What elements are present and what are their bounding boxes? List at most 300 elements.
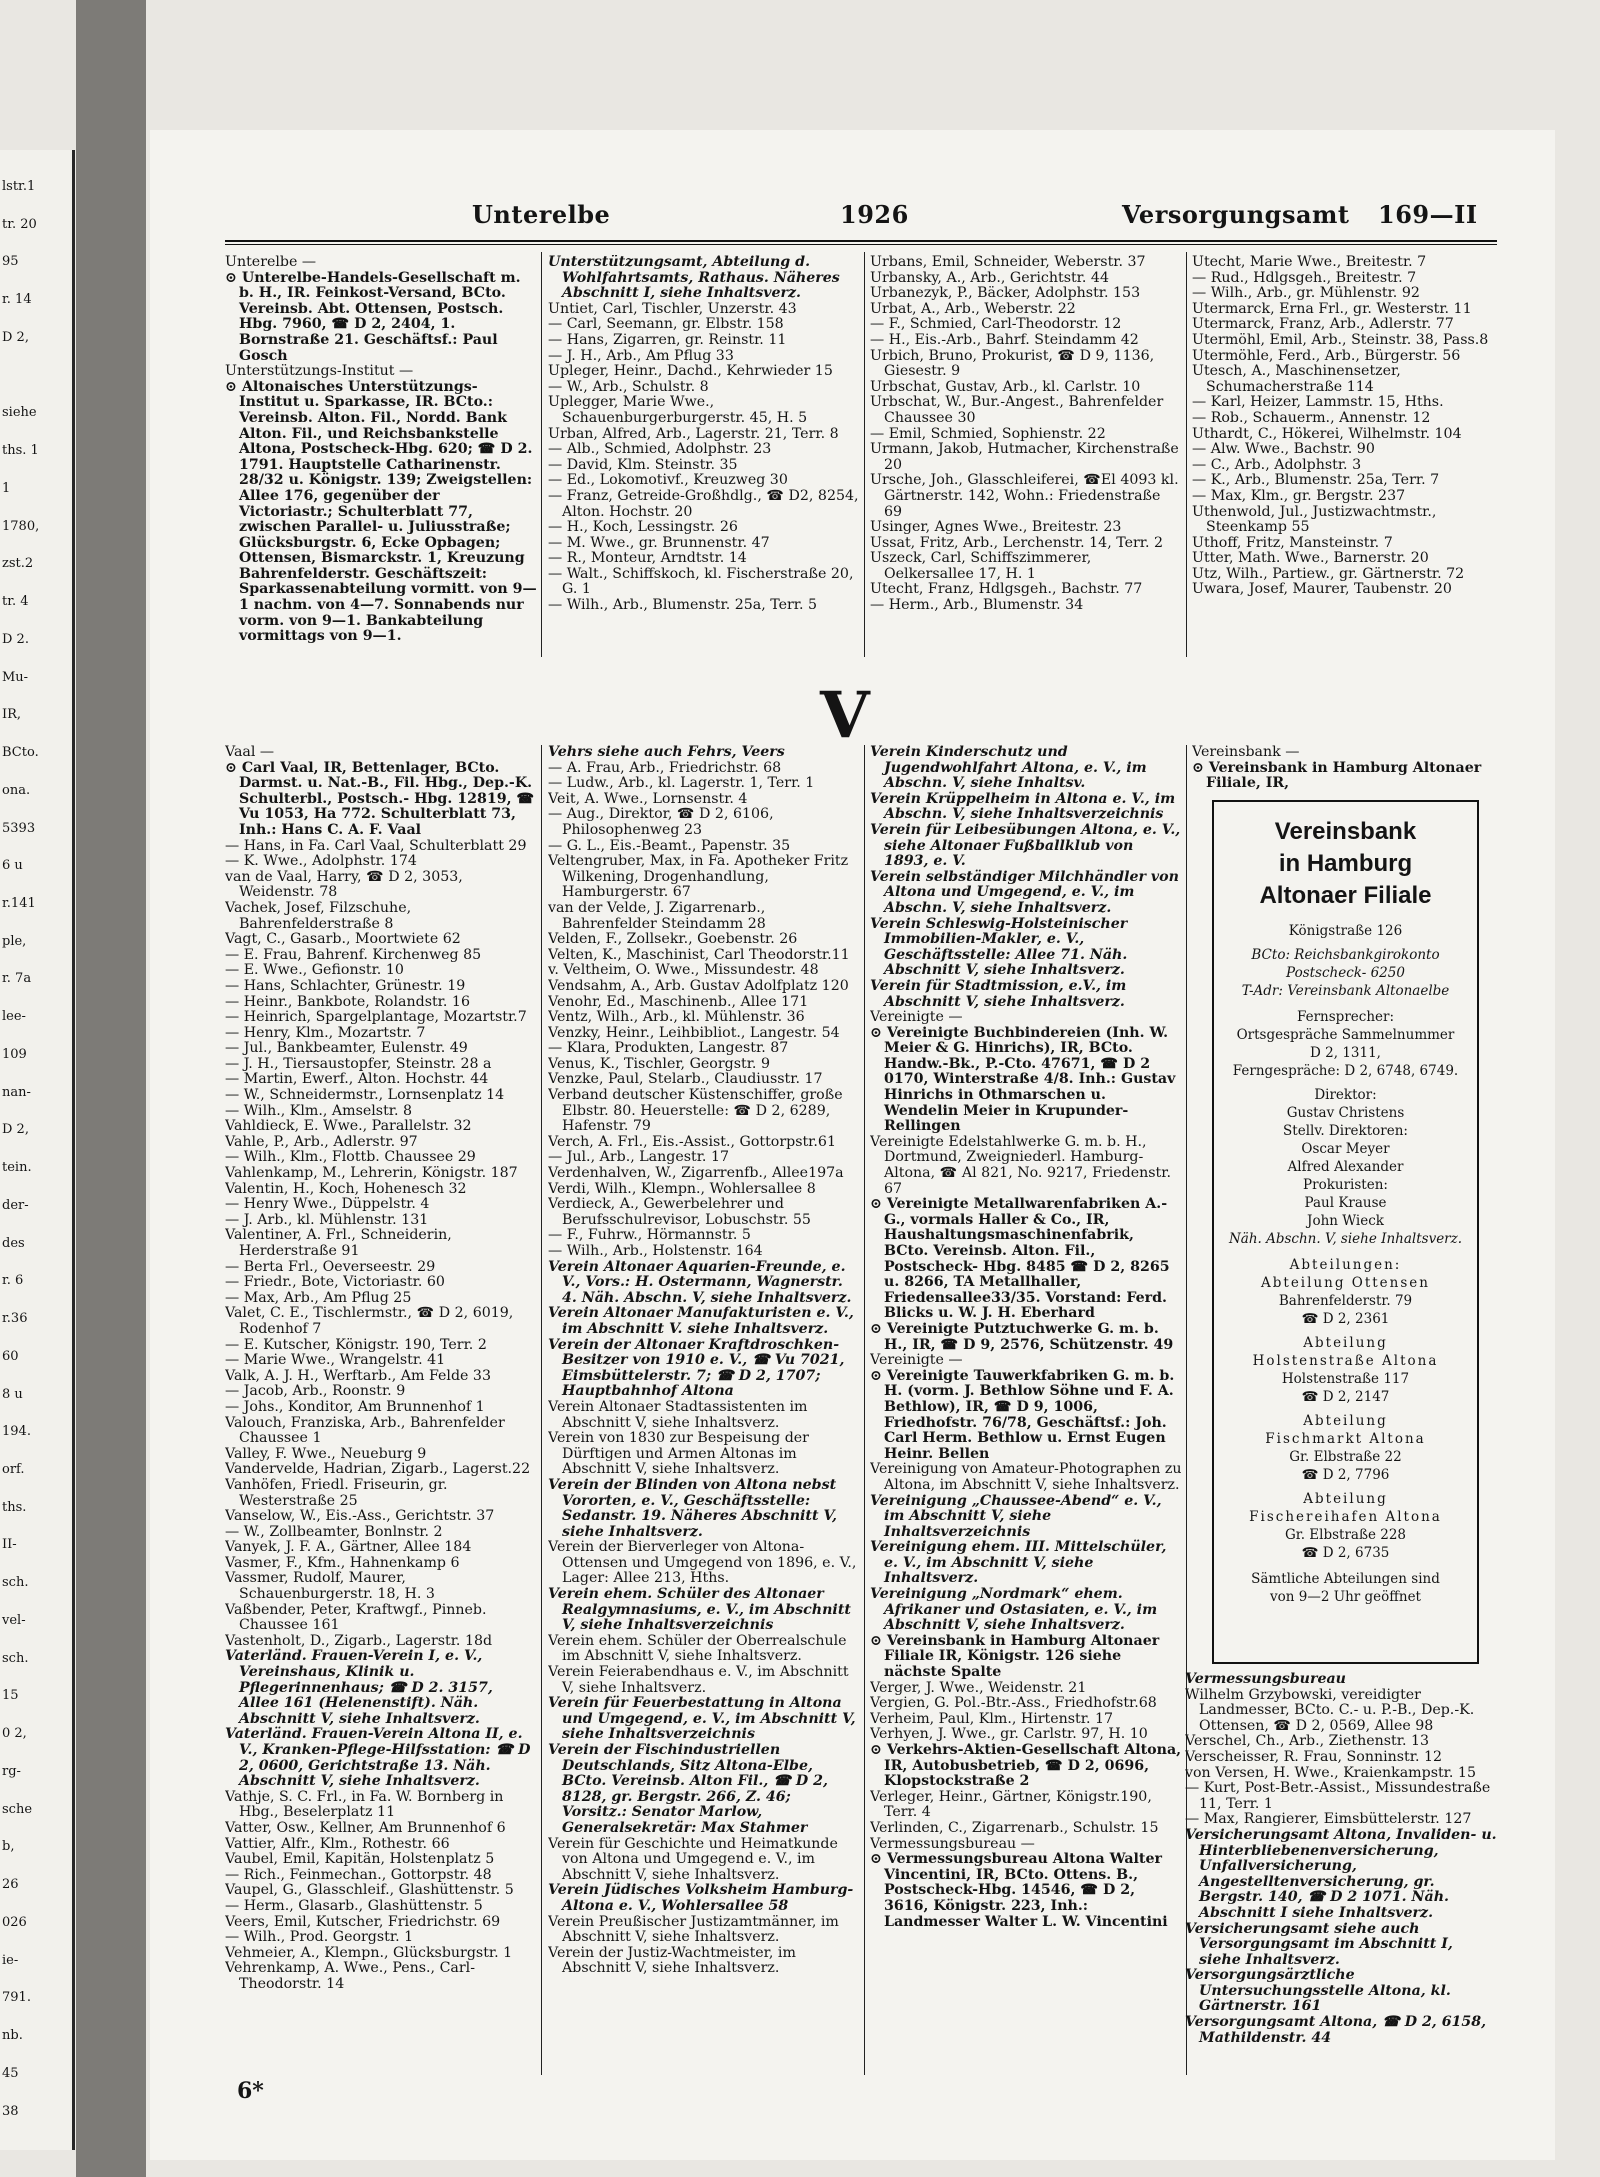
directory-entry: ⊙ Vereinigte Tauwerkfabriken G. m. b. H. (vorm. J. Bethlow Söhne und F. A. Bethlow), IR, ☎ D 9, 1006, Friedhofstr. 76/78, Geschäftsf.: Joh. Carl Herm. Bethlow u. Ernst Eugen Heinr. Bellen [870,1367,1175,1462]
directory-entry: ⊙ Vereinsbank in Hamburg Altonaer Filiale IR, Königstr. 126 siehe nächste Spalte [870,1632,1160,1681]
ad-branch-name: Abteilung [1303,1491,1388,1507]
directory-entry: — Henry, Klm., Mozartstr. 7 [225,1024,426,1041]
directory-entry: Untiet, Carl, Tischler, Unzerstr. 43 [548,300,797,317]
directory-entry: Unterstützungsamt, Abteilung d. Wohlfahrtsamts, Rathaus. Näheres Abschnitt I, siehe Inhaltsverz. [548,255,840,302]
directory-entry: — Wilh., Arb., Blumenstr. 25a, Terr. 5 [548,597,818,614]
ad-branch-phone: ☎ D 2, 7796 [1301,1467,1390,1483]
directory-entry: Vahldieck, E. Wwe., Parallelstr. 32 [225,1118,472,1135]
directory-entry: — Wilh., Prod. Georgstr. 1 [225,1929,414,1946]
bottom-column-2 [548,745,860,2075]
directory-entry: Vatter, Osw., Kellner, Am Brunnenhof 6 [225,1819,506,1836]
directory-entry: — Rob., Schauerm., Annenstr. 12 [1192,409,1431,426]
directory-entry: — Wilh., Arb., gr. Mühlenstr. 92 [1192,285,1420,302]
directory-entry: Verscheisser, R. Frau, Sonninstr. 12 [1185,1748,1443,1765]
directory-entry: Ursche, Joh., Glasschleiferei, ☎El 4093 kl. Gärtnerstr. 142, Wohn.: Friedenstraße 69 [870,472,1179,520]
directory-entry: Urbschat, W., Bur.-Angest., Bahrenfelder Chaussee 30 [870,394,1164,426]
prev-page-fragment: ie- [2,1953,19,1968]
bottom-column-4-rest [1185,1672,1497,2082]
ad-postscheck-label: Postscheck- [1286,965,1367,981]
directory-entry: Verhyen, J. Wwe., gr. Carlstr. 97, H. 10 [870,1726,1148,1743]
directory-entry: Verein für Stadtmission, e.V., im Abschnitt V, siehe Inhaltsverz. [870,977,1127,1010]
prev-page-fragment: r. 6 [2,1273,24,1288]
column-divider [541,745,542,2075]
directory-entry: Vachek, Josef, Filzschuhe, Bahrenfelderstraße 8 [225,899,412,932]
directory-entry: Verein der Fischindustriellen Deutschlands, Sitz Altona-Elbe, BCto. Vereinsb. Alton Fil., ☎ D 2, 8128, gr. Bergstr. 266, Z. 46; Vorsitz.: Senator Marlow, Generalsekretär: Max Stahmer [548,1742,828,1836]
prev-page-fragment: BCto. [2,745,39,760]
directory-entry: — A. Frau, Arb., Friedrichstr. 68 [548,759,782,776]
prev-page-fragment: 5393 [2,821,36,836]
directory-entry: — Wilh., Klm., Amselstr. 8 [225,1102,413,1119]
directory-entry: — W., Arb., Schulstr. 8 [548,378,709,395]
prev-page-fragment: II- [2,1537,17,1552]
directory-entry: — Ed., Lokomotivf., Kreuzweg 30 [548,472,788,489]
ad-deputy-2: Alfred Alexander [1287,1159,1404,1175]
bottom-column-4-top [1192,745,1497,800]
header-page-number: 169—II [1378,200,1478,229]
directory-entry: Vereinigte — [870,1009,963,1026]
directory-entry: Valentiner, A. Frl., Schneiderin, Herderstraße 91 [225,1227,452,1259]
directory-entry: Verschel, Ch., Arb., Ziethenstr. 13 [1185,1733,1430,1750]
directory-entry: Vaßbender, Peter, Kraftwgf., Pinneb. Chaussee 161 [225,1601,487,1634]
directory-entry: Venzky, Heinr., Leihbibliot., Langestr. 54 [548,1024,840,1041]
ad-long-distance: Ferngespräche: D 2, 6748, 6749. [1232,1063,1459,1079]
directory-entry: — Franz, Getreide-Großhdlg., ☎ D2, 8254, Alton. Hochstr. 20 [548,487,859,520]
directory-entry: — Herm., Glasarb., Glashüttenstr. 5 [225,1897,483,1914]
directory-entry: Valentin, H., Koch, Hohenesch 32 [225,1180,467,1197]
prev-page-fragment: ths. 1 [2,443,39,458]
directory-entry: Vehrenkamp, A. Wwe., Pens., Carl-Theodorstr. 14 [225,1960,475,1992]
prev-page-fragment: ple, [2,934,27,949]
directory-entry: — E. Kutscher, Königstr. 190, Terr. 2 [225,1336,487,1353]
directory-entry: Venzke, Paul, Stelarb., Claudiusstr. 17 [548,1071,823,1088]
directory-entry: — Jul., Arb., Langestr. 17 [548,1149,730,1166]
directory-entry: Utermarck, Franz, Arb., Adlerstr. 77 [1192,316,1454,333]
directory-entry: Vandervelde, Hadrian, Zigarb., Lagerst.22 [225,1461,531,1478]
prev-page-fragment: orf. [2,1462,25,1477]
ad-branch-name: Abteilung [1303,1413,1388,1429]
prev-page-fragment: D 2, [2,1122,29,1137]
directory-entry: Valouch, Franziska, Arb., Bahrenfelder Chaussee 1 [225,1414,505,1447]
directory-entry: — Hans, in Fa. Carl Vaal, Schulterblatt 29 [225,837,527,854]
ad-bank-name-3: Altonaer Filiale [1259,882,1432,909]
directory-entry: Verein Altonaer Stadtassistenten im Abschnitt V, siehe Inhaltsverz. [548,1398,808,1431]
prev-page-fragment: nb. [2,2028,23,2043]
directory-entry: — Johs., Konditor, Am Brunnenhof 1 [225,1398,485,1415]
directory-entry: Unterstützungs-Institut — [225,363,414,380]
prev-page-fragment: IR, [2,707,22,722]
directory-entry: — Max, Rangierer, Eimsbüttelerstr. 127 [1185,1811,1472,1828]
directory-entry: — F., Fuhrw., Hörmannstr. 5 [548,1227,751,1244]
directory-entry: Utecht, Marie Wwe., Breitestr. 7 [1192,255,1427,270]
directory-entry: Venohr, Ed., Maschinenb., Allee 171 [548,993,809,1010]
directory-entry: Vanhöfen, Friedl. Friseurin, gr. Westerstraße 25 [225,1476,448,1509]
prev-page-fragment: 26 [2,1877,19,1892]
directory-entry: — Hans, Schlachter, Grünestr. 19 [225,977,466,994]
prev-page-fragment: tr. 20 [2,217,37,232]
directory-entry: Uthoff, Fritz, Mansteinstr. 7 [1192,534,1393,551]
directory-entry: van de Vaal, Harry, ☎ D 2, 3053, Weidenstr. 78 [225,868,463,901]
directory-entry: Utter, Math. Wwe., Barnerstr. 20 [1192,550,1429,567]
directory-entry: Versorgungsärztliche Untersuchungsstelle Altona, kl. Gärtnerstr. 161 [1185,1967,1451,2015]
directory-entry: Verein der Blinden von Altona nebst Vororten, e. V., Geschäftsstelle: Sedanstr. 19. Näheres Abschnitt V, siehe Inhaltsverz. [548,1476,837,1540]
ad-address: Königstraße 126 [1288,923,1403,939]
ad-branch-name: Abteilung Ottensen [1261,1275,1430,1291]
directory-entry: — C., Arb., Adolphstr. 3 [1192,456,1362,473]
directory-entry: Uwara, Josef, Maurer, Taubenstr. 20 [1192,581,1452,598]
prev-page-fragment: 60 [2,1349,19,1364]
prev-page-fragment: 8 u [2,1387,23,1402]
directory-entry: Uthardt, C., Hökerei, Wilhelmstr. 104 [1192,425,1462,442]
ad-branch-street: Holstenstraße 117 [1281,1371,1410,1387]
directory-entry: Verger, J. Wwe., Weidenstr. 21 [870,1679,1087,1696]
directory-entry: — W., Zollbeamter, Bonlnstr. 2 [225,1523,443,1540]
directory-entry: Vanselow, W., Eis.-Ass., Gerichtstr. 37 [225,1508,495,1525]
directory-entry: Verch, A. Frl., Eis.-Assist., Gottorpstr.61 [548,1133,836,1150]
directory-entry: Urbat, A., Arb., Weberstr. 22 [870,300,1076,317]
directory-entry: Verband deutscher Küstenschiffer, große Elbstr. 80. Heuerstelle: ☎ D 2, 6289, Hafenstr. 79 [548,1087,843,1135]
ad-branch-street: Gr. Elbstraße 228 [1284,1527,1407,1543]
ad-prokurist-2: John Wieck [1307,1213,1384,1229]
directory-entry: Utermöhle, Ferd., Arb., Bürgerstr. 56 [1192,347,1461,364]
directory-entry: — Herm., Arb., Blumenstr. 34 [870,597,1084,614]
directory-entry: — Aug., Direktor, ☎ D 2, 6106, Philosophenweg 23 [548,806,774,838]
directory-entry: Verein Kinderschutz und Jugendwohlfahrt Altona, e. V., im Abschn. V, siehe Inhaltsv. [870,745,1147,792]
prev-page-fragment: 109 [2,1047,27,1062]
directory-entry: Verein Krüppelheim in Altona e. V., im Abschn. V, siehe Inhaltsverzeichnis [870,790,1176,823]
ad-note: Näh. Abschn. V, siehe Inhaltsverz. [1228,1231,1463,1247]
directory-entry: Unterelbe — [225,255,317,270]
prev-page-fragment: 1780, [2,519,40,534]
prev-page-fragment: 194. [2,1424,31,1439]
directory-entry: Urbanezyk, P., Bäcker, Adolphstr. 153 [870,285,1141,302]
directory-entry: Vaterländ. Frauen-Verein I, e. V., Vereinshaus, Klinik u. Pflegerinnenhaus; ☎ D 2. 3157, Allee 161 (Helenenstift). Näh. Abschnitt V, siehe Inhaltsverz. [225,1648,493,1727]
ad-bank-name-1: Vereinsbank [1274,818,1417,845]
directory-entry: Verein Jüdisches Volksheim Hamburg-Altona e. V., Wohlersallee 58 [548,1882,854,1914]
vereinsbank-advertisement [1212,800,1479,1664]
directory-entry: Vattier, Alfr., Klm., Rothestr. 66 [225,1835,450,1852]
ad-branch-phone: ☎ D 2, 2361 [1301,1311,1390,1327]
directory-entry: ⊙ Vereinsbank in Hamburg Altonaer Filiale, IR, [1192,759,1482,792]
directory-entry: Verein Preußischer Justizamtmänner, im Abschnitt V, siehe Inhaltsverz. [548,1913,839,1946]
directory-entry: — W., Schneidermstr., Lornsenplatz 14 [225,1087,505,1104]
directory-entry: Vehrs siehe auch Fehrs, Veers [548,745,785,760]
directory-entry: — J. H., Tiersaustopfer, Steinstr. 28 a [225,1055,492,1072]
directory-entry: Verein Altonaer Aquarien-Freunde, e. V., Vors.: H. Ostermann, Wagnerstr. 4. Näh. Abschn. V, siehe Inhaltsverz. [548,1258,852,1306]
prev-page-fragment: 791. [2,1990,31,2005]
directory-entry: Urbschat, Gustav, Arb., kl. Carlstr. 10 [870,378,1141,395]
directory-entry: — J. Arb., kl. Mühlenstr. 131 [225,1211,429,1228]
directory-entry: Vendsahm, A., Arb. Gustav Adolfplatz 120 [548,977,849,994]
directory-entry: Uszeck, Carl, Schiffszimmerer, Oelkersallee 17, H. 1 [870,550,1092,582]
directory-entry: — Walt., Schiffskoch, kl. Fischerstraße 20, G. 1 [548,565,854,598]
directory-entry: Vastenholt, D., Zigarb., Lagerstr. 18d [225,1632,493,1649]
prev-page-fragment: r. 14 [2,292,32,307]
directory-entry: ⊙ Vereinigte Metallwarenfabriken A.-G., vormals Haller & Co., IR, Haushaltungsmaschinenfabrik, BCto. Vereinsb. Alton. Fil., Postscheck- Hbg. 8485 ☎ D 2, 8265 u. 8266, TA Metallhaller, Friedensallee33/35. Vorstand: Ferd. Blicks u. W. J. H. Eberhard [870,1196,1170,1322]
directory-entry: — Karl, Heizer, Lammstr. 15, Hths. [1192,394,1444,411]
directory-entry: — Jul., Bankbeamter, Eulenstr. 49 [225,1040,468,1057]
directory-entry: Vermessungsbureau [1185,1672,1347,1687]
directory-entry: ⊙ Altonaisches Unterstützungs-Institut u. Sparkasse, IR. BCto.: Vereinsb. Alton. Fil., Nordd. Bank Alton. Fil., und Reichsbankstelle Altona, Postscheck-Hbg. 620; ☎ D 2. 1791. Hauptstelle Catharinenstr. 28/32 u. Königstr. 139; Zweigstellen: Allee 176, gegenüber der Victoriastr.; Schulterblatt 77, zwischen Parallel- u. Juliusstraße; Glücksburgstr. 6, Ecke Opbagen; Ottensen, Bismarckstr. 1, Kreuzung Bahrenfelderstr. Geschäftszeit: Sparkassenabteilung vormitt. von 9—1 nachm. von 4—7. Sonnabends nur vorm. von 9—1. Bankabteilung vormittags von 9—1. [225,378,537,645]
directory-entry: Vereinsbank — [1192,745,1300,760]
directory-entry: Valet, C. E., Tischlermstr., ☎ D 2, 6019, Rodenhof 7 [225,1305,514,1337]
top-column-4 [1192,255,1497,660]
prev-page-fragment: D 2. [2,632,29,647]
bottom-column-1 [225,745,537,2075]
directory-entry: — Jacob, Arb., Roonstr. 9 [225,1383,406,1400]
directory-entry: Verdieck, A., Gewerbelehrer und Berufsschulrevisor, Lobuschstr. 55 [548,1196,811,1228]
directory-entry: Usinger, Agnes Wwe., Breitestr. 23 [870,519,1122,536]
ad-director: Gustav Christens [1286,1105,1405,1121]
signature-mark: 6* [237,2078,264,2104]
prev-page-fragment: zst.2 [2,556,34,571]
directory-entry: ⊙ Carl Vaal, IR, Bettenlager, BCto. Darmst. u. Nat.-B., Fil. Hbg., Dep.-K. Schulterbl., Postsch.- Hbg. 12819, ☎ Vu 1053, Ha 772. Schulterblatt 73, Inh.: Hans C. A. F. Vaal [225,759,535,838]
directory-entry: Urbans, Emil, Schneider, Weberstr. 37 [870,255,1146,270]
ad-branches-heading: Abteilungen: [1289,1257,1402,1273]
prev-page-fragment: ona. [2,783,31,798]
directory-entry: Utermarck, Erna Frl., gr. Westerstr. 11 [1192,300,1472,317]
header-rule [225,240,1497,242]
directory-entry: Uthenwold, Jul., Justizwachtmstr., Steenkamp 55 [1192,503,1437,536]
ad-deputy-label: Stellv. Direktoren: [1283,1123,1408,1139]
prev-page-fragment: 45 [2,2066,19,2081]
prev-page-fragment: tein. [2,1160,32,1175]
directory-entry: Verein Altonaer Manufakturisten e. V., im Abschnitt V. siehe Inhaltsverz. [548,1305,854,1337]
ad-hours-2: von 9—2 Uhr geöffnet [1270,1589,1421,1605]
directory-entry: ⊙ Vereinigte Buchbindereien (Inh. W. Meier & G. Hinrichs), IR, BCto. Handw.-Bk., P.-Cto. 47671, ☎ D 2 0170, Winterstraße 4/8. Inh.: Gustav Hinrichs in Othmarschen u. Wendelin Meier in Krupunder-Rellingen [870,1024,1176,1135]
prev-page-fragment: sch. [2,1651,29,1666]
ad-branch-name-2: Holstenstraße Altona [1252,1353,1439,1369]
ad-postscheck [1214,964,1477,982]
bottom-column-3 [870,745,1182,2075]
directory-entry: — H., Eis.-Arb., Bahrf. Steindamm 42 [870,331,1139,348]
directory-entry: Vaal — [225,745,275,760]
directory-entry: Verein der Altonaer Kraftdroschken-Besitzer von 1910 e. V., ☎ Vu 7021, Eimsbüttelerstr. 7; ☎ D 2, 1707; Hauptbahnhof Altona [548,1336,845,1400]
directory-entry: von Versen, H. Wwe., Kraienkampstr. 15 [1185,1764,1476,1781]
column-divider [864,252,865,657]
directory-entry: — K. Wwe., Adolphstr. 174 [225,853,417,870]
prev-page-fragment: 1 [2,481,11,496]
prev-page-fragment: vel- [2,1613,26,1628]
directory-entry: — Heinr., Bankbote, Rolandstr. 16 [225,993,470,1010]
prev-page-fragment: lee- [2,1009,26,1024]
directory-entry: — Kurt, Post-Betr.-Assist., Missundestraße 11, Terr. 1 [1185,1780,1491,1812]
prev-page-fragment: 95 [2,254,19,269]
column-divider [864,745,865,2075]
ad-deputy-1: Oscar Meyer [1301,1141,1390,1157]
directory-entry: — Rich., Feinmechan., Gottorpstr. 48 [225,1866,492,1883]
ad-branch-phone: ☎ D 2, 2147 [1301,1389,1390,1405]
directory-entry: Verleger, Heinr., Gärtner, Königstr.190, Terr. 4 [870,1788,1152,1821]
directory-entry: Verein der Bierverleger von Altona-Ottensen und Umgegend von 1896, e. V., Lager: Allee 213, Hths. [548,1539,857,1587]
prev-page-fragment: 026 [2,1915,27,1930]
directory-entry: — Wilh., Klm., Flottb. Chaussee 29 [225,1149,476,1166]
directory-entry: Utesch, A., Maschinensetzer, Schumacherstraße 114 [1192,363,1401,395]
directory-entry: — Ludw., Arb., kl. Lagerstr. 1, Terr. 1 [548,775,815,792]
directory-entry: Verheim, Paul, Klm., Hirtenstr. 17 [870,1710,1114,1727]
directory-entry: Vahlenkamp, M., Lehrerin, Königstr. 187 [225,1165,518,1182]
directory-entry: — R., Monteur, Arndtstr. 14 [548,550,747,567]
column-divider [1186,252,1187,657]
top-column-2 [548,255,860,660]
directory-entry: Utermöhl, Emil, Arb., Steinstr. 38, Pass.8 [1192,331,1489,348]
directory-entry: Upleger, Heinr., Dachd., Kehrwieder 15 [548,363,833,380]
directory-entry: ⊙ Vereinigte Putztuchwerke G. m. b. H., IR, ☎ D 9, 2576, Schützenstr. 49 [870,1320,1174,1353]
directory-entry: Versicherungsamt siehe auch Versorgungsamt im Abschnitt I, siehe Inhaltsverz. [1185,1920,1453,1968]
ad-telegram-address: T-Adr: Vereinsbank Altonaelbe [1241,983,1450,999]
directory-entry: Venus, K., Tischler, Georgstr. 9 [548,1055,770,1072]
prev-page-fragment: der- [2,1198,29,1213]
directory-entry: — Heinrich, Spargelplantage, Mozartstr.7 [225,1009,527,1026]
directory-entry: Vereinigung ehem. III. Mittelschüler, e. V., im Abschnitt V, siehe Inhaltsverz. [870,1539,1167,1587]
prev-page-fragment: rg- [2,1764,21,1779]
ad-bcto: BCto: Reichsbankgirokonto [1251,947,1440,963]
directory-entry: Valk, A. J. H., Werftarb., Am Felde 33 [225,1367,491,1384]
directory-entry: Utecht, Franz, Hdlgsgeh., Bachstr. 77 [870,581,1143,598]
prev-page-fragment: nan- [2,1085,31,1100]
directory-entry: Vereinigung „Chaussee-Abend“ e. V., im Abschnitt V, siehe Inhaltsverzeichnis [870,1492,1162,1540]
directory-entry: Verdi, Wilh., Klempn., Wohlersallee 8 [548,1180,816,1197]
directory-entry: Verein selbständiger Milchhändler von Altona und Umgegend, e. V., im Abschn. V, siehe Inhaltsverz. [870,868,1179,916]
prev-page-fragment: 0 2, [2,1726,27,1741]
directory-entry: Velden, F., Zollsekr., Goebenstr. 26 [548,931,798,948]
ad-branch-street: Gr. Elbstraße 22 [1289,1449,1402,1465]
ad-prokurist-1: Paul Krause [1304,1195,1387,1211]
directory-entry: Vaubel, Emil, Kapitän, Holstenplatz 5 [225,1851,495,1868]
directory-entry: — J. H., Arb., Am Pflug 33 [548,347,734,364]
ad-branch-phone: ☎ D 2, 6735 [1301,1545,1390,1561]
directory-entry: — F., Schmied, Carl-Theodorstr. 12 [870,316,1122,333]
directory-entry: Utz, Wilh., Partiew., gr. Gärtnerstr. 72 [1192,565,1465,582]
prev-page-fragment: siehe [2,405,37,420]
ad-branch-name: Abteilung [1303,1335,1388,1351]
directory-entry: — E. Frau, Bahrenf. Kirchenweg 85 [225,946,482,963]
prev-page-fragment: tr. 4 [2,594,29,609]
page-header [212,200,1502,236]
prev-page-fragment: ths. [2,1500,27,1515]
top-column-3 [870,255,1182,660]
directory-entry: Verdenhalven, W., Zigarrenfb., Allee197a [548,1165,844,1182]
directory-entry: Vereinigung von Amateur-Photographen zu Altona, im Abschnitt V, siehe Inhaltsverz. [870,1461,1182,1493]
directory-entry: Vanyek, J. F. A., Gärtner, Allee 184 [225,1539,472,1556]
previous-page-edge [0,150,75,2150]
ad-hours-1: Sämtliche Abteilungen sind [1251,1571,1440,1587]
directory-entry: — Martin, Ewerf., Alton. Hochstr. 44 [225,1071,489,1088]
header-rule-thin [225,244,1497,245]
prev-page-fragment: lstr.1 [2,179,36,194]
top-column-1 [225,255,537,660]
directory-entry: ⊙ Vermessungsbureau Altona Walter Vincentini, IR, BCto. Ottens. B., Postscheck-Hbg. 14546, ☎ D 2, 3616, Königstr. 223, Inh.: Landmesser Walter L. W. Vincentini [870,1851,1168,1930]
directory-entry: — Emil, Schmied, Sophienstr. 22 [870,425,1106,442]
directory-entry: v. Veltheim, O. Wwe., Missundestr. 48 [548,962,819,979]
directory-entry: Urbich, Bruno, Prokurist, ☎ D 9, 1136, Giesestr. 9 [870,347,1155,380]
directory-entry: — Marie Wwe., Wrangelstr. 41 [225,1352,446,1369]
directory-entry: Veit, A. Wwe., Lornsenstr. 4 [548,790,748,807]
prev-page-fragment: 38 [2,2104,19,2119]
directory-entry: — Friedr., Bote, Victoriastr. 60 [225,1274,445,1291]
directory-entry: Ussat, Fritz, Arb., Lerchenstr. 14, Terr. 2 [870,534,1164,551]
directory-entry: Vaupel, G., Glasschleif., Glashüttenstr. 5 [225,1882,514,1899]
directory-entry: Vahle, P., Arb., Adlerstr. 97 [225,1133,418,1150]
directory-entry: — Alb., Schmied, Adolphstr. 23 [548,441,772,458]
directory-entry: Uplegger, Marie Wwe., Schauenburgerburgerstr. 45, H. 5 [548,394,808,426]
directory-entry: Vermessungsbureau — [870,1835,1035,1852]
section-letter: V [820,678,870,753]
directory-entry: Vassmer, Rudolf, Maurer, Schauenburgerstr. 18, H. 3 [225,1570,435,1603]
directory-entry: Verlinden, C., Zigarrenarb., Schulstr. 15 [870,1819,1159,1836]
header-year: 1926 [840,200,909,229]
ad-postscheck-number: 6250 [1370,965,1405,981]
column-divider [541,252,542,657]
directory-entry: Verein für Leibesübungen Altona, e. V., siehe Altonaer Fußballklub von 1893, e. V. [870,821,1181,870]
directory-entry: — M. Wwe., gr. Brunnenstr. 47 [548,534,770,551]
directory-entry: Vehmeier, A., Klempn., Glücksburgstr. 1 [225,1944,513,1961]
directory-entry: — H., Koch, Lessingstr. 26 [548,519,738,536]
prev-page-fragment: r.141 [2,896,36,911]
directory-entry: Versicherungsamt Altona, Invaliden- u. Hinterbliebenenversicherung, Unfallversicherung, Angestelltenversicherung, gr. Bergstr. 140, ☎ D 2 1071. Näh. Abschnitt I siehe Inhaltsverz. [1185,1826,1497,1921]
directory-entry: Valley, F. Wwe., Neueburg 9 [225,1445,427,1462]
directory-entry: — Klara, Produkten, Langestr. 87 [548,1040,789,1057]
directory-entry: Vergien, G. Pol.-Btr.-Ass., Friedhofstr.68 [870,1695,1157,1712]
ad-bank-name-2: in Hamburg [1278,850,1413,877]
directory-entry: Urban, Alfred, Arb., Lagerstr. 21, Terr. 8 [548,425,839,442]
directory-entry: Urmann, Jakob, Hutmacher, Kirchenstraße 20 [870,441,1179,473]
prev-page-fragment: sche [2,1802,33,1817]
directory-entry: — Alw. Wwe., Bachstr. 90 [1192,441,1375,458]
directory-entry: — Berta Frl., Oeverseestr. 29 [225,1258,436,1275]
directory-entry: Vathje, S. C. Frl., in Fa. W. Bornberg in Hbg., Beselerplatz 11 [225,1788,504,1821]
directory-entry: Verein für Feuerbestattung in Altona und Umgegend, e. V., im Abschnitt V, siehe Inhaltsverzeichnis [548,1695,856,1743]
directory-entry: — Rud., Hdlgsgeh., Breitestr. 7 [1192,269,1417,286]
ad-branch-name-2: Fischmarkt Altona [1265,1431,1426,1447]
directory-entry: — G. L., Eis.-Beamt., Papenstr. 35 [548,837,791,854]
directory-entry: — K., Arb., Blumenstr. 25a, Terr. 7 [1192,472,1440,489]
directory-entry: Verein von 1830 zur Bespeisung der Dürftigen und Armen Altonas im Abschnitt V, siehe Inhaltsverz. [548,1430,809,1478]
directory-entry: Verein für Geschichte und Heimatkunde von Altona und Umgegend e. V., im Abschnitt V, siehe Inhaltsverz. [548,1835,838,1883]
prev-page-fragment: r.36 [2,1311,28,1326]
ad-prokurist-label: Prokuristen: [1303,1177,1388,1193]
directory-entry: — Max, Klm., gr. Bergstr. 237 [1192,487,1406,504]
prev-page-fragment: 15 [2,1688,19,1703]
directory-entry: Vaterländ. Frauen-Verein Altona II, e. V., Kranken-Pflege-Hilfsstation: ☎ D 2, 0600, Gerichtstraße 13. Näh. Abschnitt V, siehe Inhaltsverz. [225,1726,531,1790]
directory-entry: ⊙ Unterelbe-Handels-Gesellschaft m. b. H., IR. Feinkost-Versand, BCto. Vereinsb. Abt. Ottensen, Postsch. Hbg. 7960, ☎ D 2, 2404, 1. Bornstraße 21. Geschäftsf.: Paul Gosch [225,269,521,364]
prev-page-fragment: sch. [2,1575,29,1590]
directory-entry: ⊙ Verkehrs-Aktien-Gesellschaft Altona, IR, Autobusbetrieb, ☎ D 2, 0696, Klopstockstraße 2 [870,1742,1182,1790]
directory-entry: Vagt, C., Gasarb., Moortwiete 62 [225,931,461,948]
directory-entry: van der Velde, J. Zigarrenarb., Bahrenfelder Steindamm 28 [548,899,766,932]
directory-entry: — Max, Arb., Am Pflug 25 [225,1289,412,1306]
prev-page-fragment: r. 7a [2,971,32,986]
directory-entry: Ventz, Wilh., Arb., kl. Mühlenstr. 36 [548,1009,805,1026]
directory-entry: — Wilh., Arb., Holstenstr. 164 [548,1243,763,1259]
prev-page-fragment: 6 u [2,858,23,873]
directory-entry: Vasmer, F., Kfm., Hahnenkamp 6 [225,1554,460,1571]
directory-entry: — Henry Wwe., Düppelstr. 4 [225,1196,430,1213]
directory-entry: Verein ehem. Schüler der Oberrealschule im Abschnitt V, siehe Inhaltsverz. [548,1632,847,1665]
directory-entry: Versorgungsamt Altona, ☎ D 2, 6158, Mathildenstr. 44 [1185,2014,1487,2046]
header-left-keyword: Unterelbe [472,200,611,229]
ad-branch-street: Bahrenfelderstr. 79 [1278,1293,1413,1309]
directory-entry: Veltengruber, Max, in Fa. Apotheker Fritz Wilkening, Drogenhandlung, Hamburgerstr. 67 [548,853,849,901]
directory-entry: Verein Feierabendhaus e. V., im Abschnitt V, siehe Inhaltsverz. [548,1664,849,1696]
directory-entry: — David, Klm. Steinstr. 35 [548,456,738,473]
directory-entry: — Carl, Seemann, gr. Elbstr. 158 [548,316,784,333]
ad-local-number: D 2, 1311, [1310,1045,1381,1061]
prev-page-fragment: Mu- [2,670,29,685]
directory-entry: — Hans, Zigarren, gr. Reinstr. 11 [548,331,787,348]
directory-entry: Verein der Justiz-Wachtmeister, im Abschnitt V, siehe Inhaltsverz. [548,1944,796,1977]
directory-entry: Vereinigung „Nordmark“ ehem. Afrikaner und Ostasiaten, e. V., im Abschnitt V, siehe Inhaltsverz. [870,1586,1158,1634]
directory-entry: Verein ehem. Schüler des Altonaer Realgymnasiums, e. V., im Abschnitt V, siehe Inhaltsverzeichnis [548,1586,851,1634]
